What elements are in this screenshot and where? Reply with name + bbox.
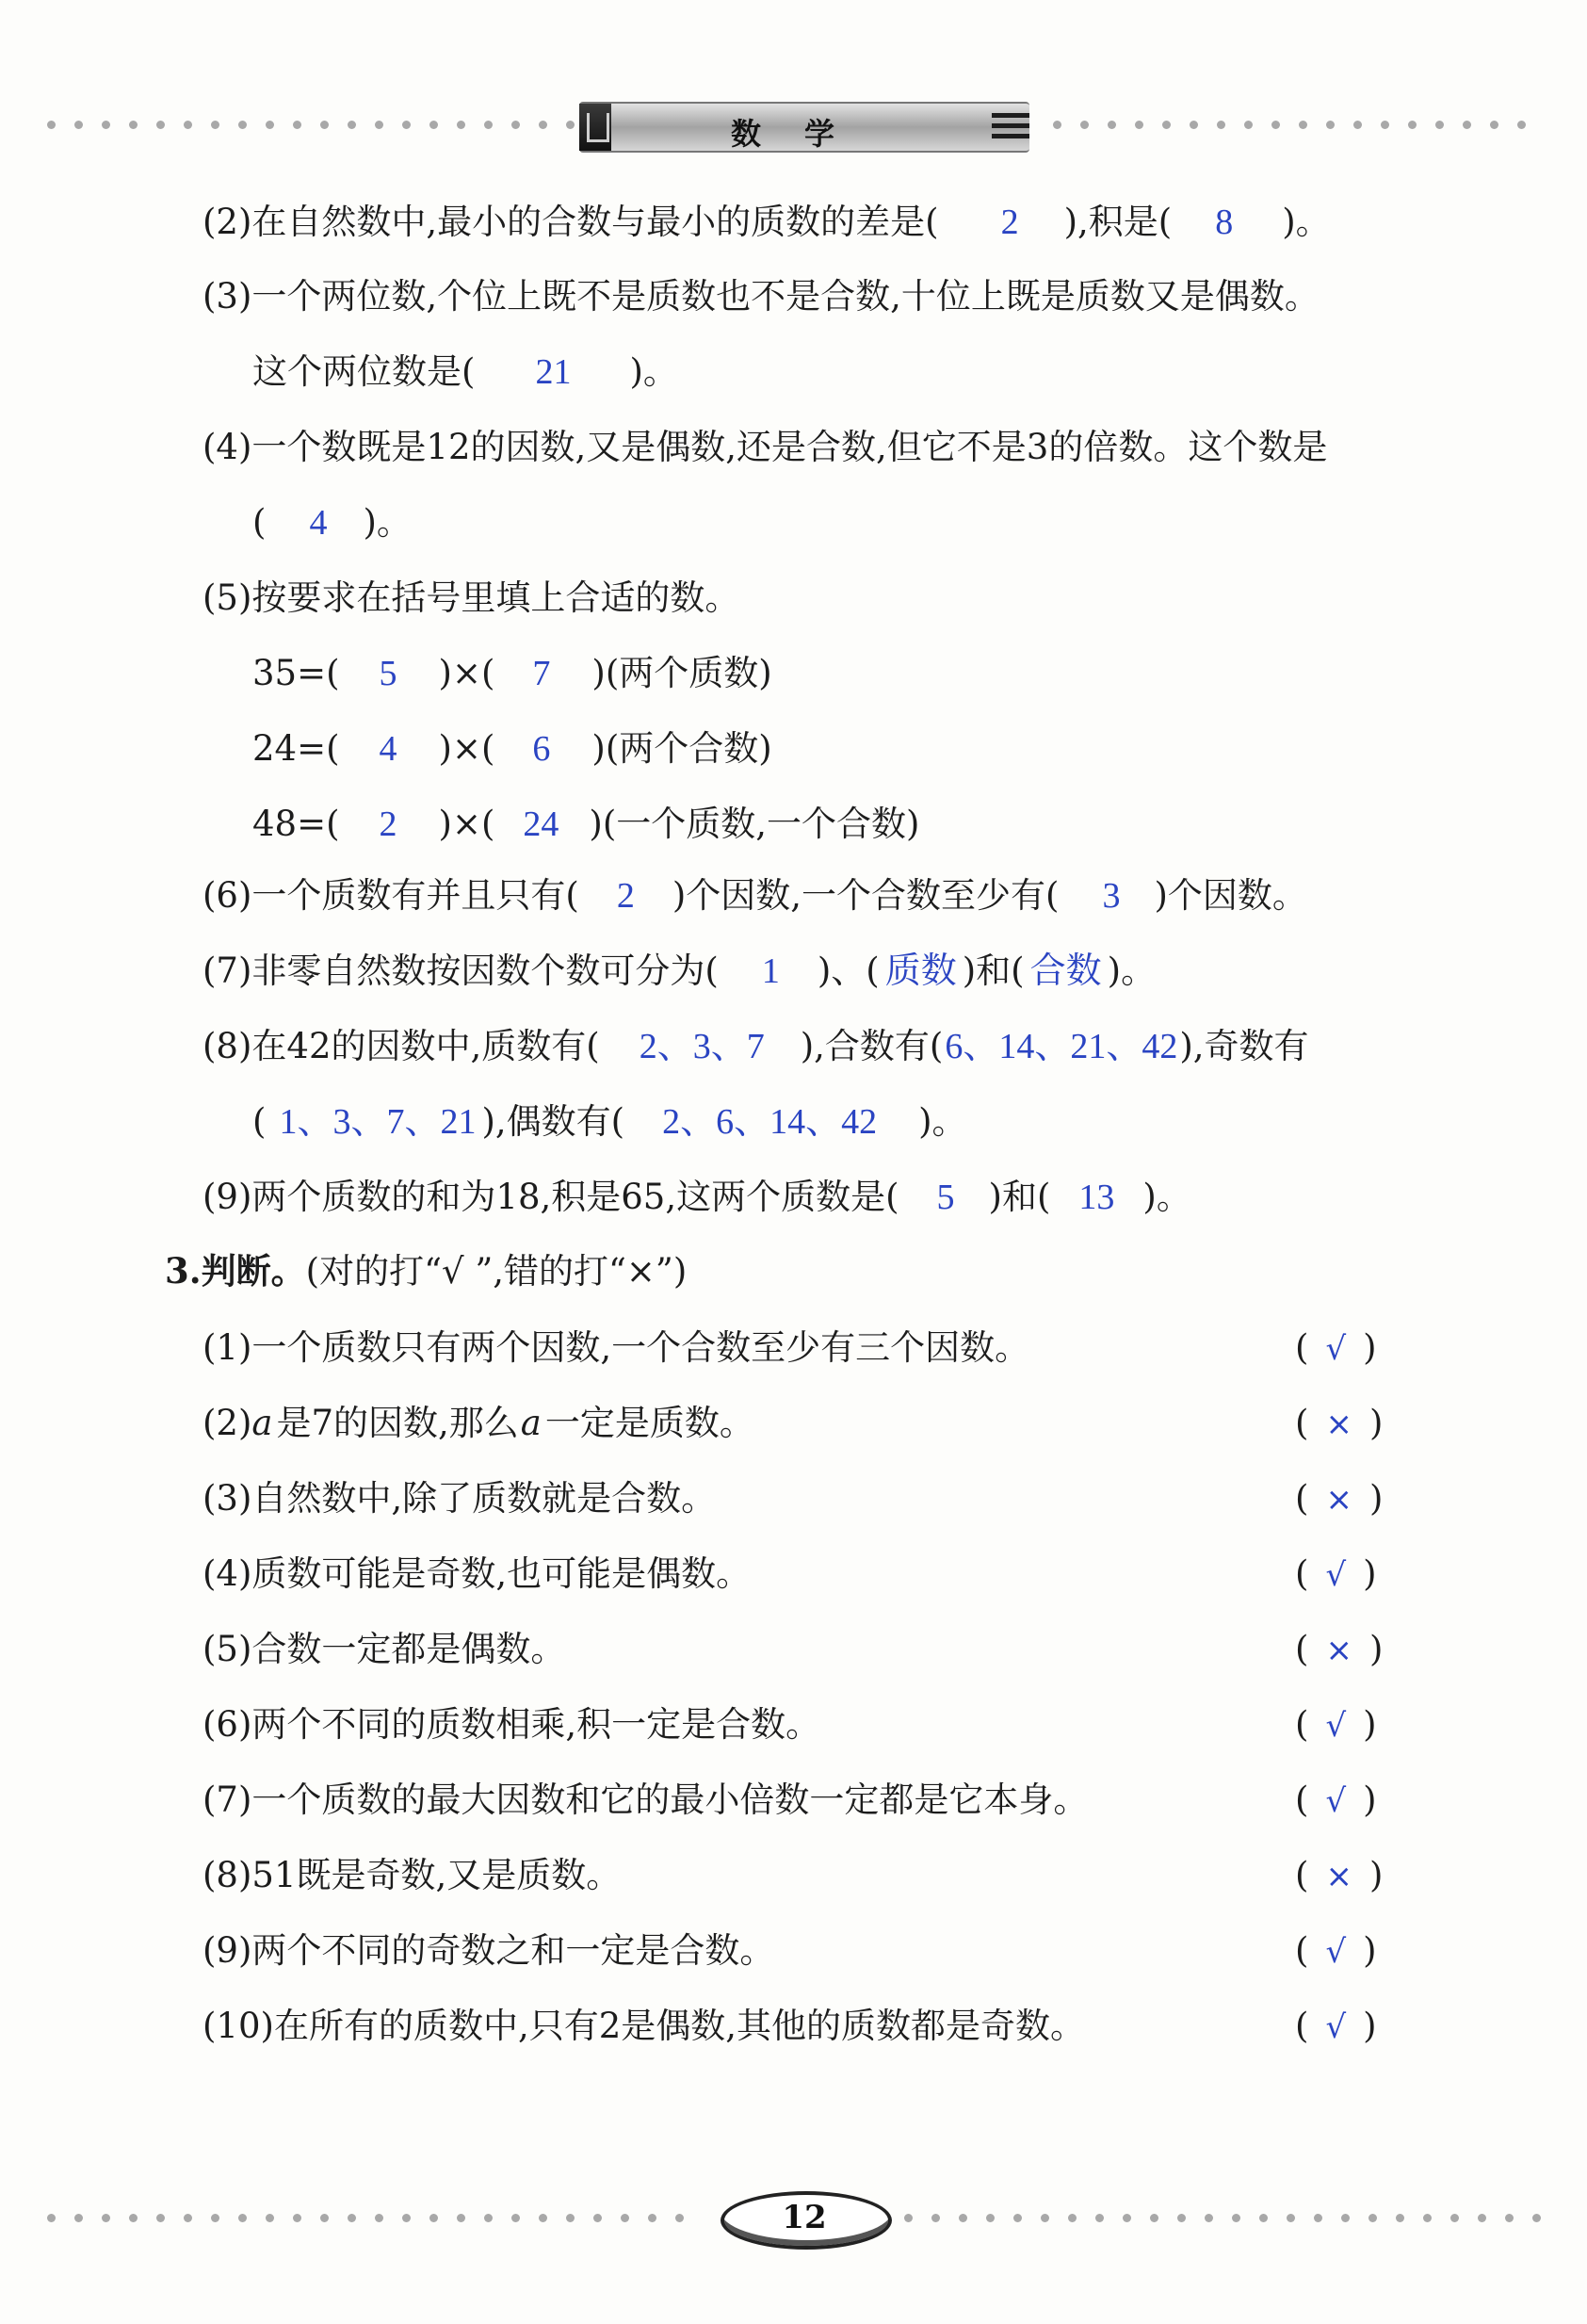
decorative-dot	[1205, 2214, 1213, 2222]
decorative-dot	[1217, 121, 1225, 129]
check-mark: √	[1325, 2008, 1347, 2046]
answer: 2	[379, 804, 397, 844]
decorative-dot	[484, 2214, 493, 2222]
answer: 合数	[1029, 951, 1102, 991]
judge-answer-3: ( × )	[1295, 1478, 1384, 1519]
judge-item-3: (3)自然数中,除了质数就是合数。	[202, 1478, 717, 1519]
cross-mark: ×	[1325, 1858, 1352, 1895]
decorative-dot	[293, 121, 301, 129]
decorative-dot	[539, 121, 547, 129]
check-mark: √	[1325, 1707, 1347, 1745]
decorative-dot	[1478, 2214, 1486, 2222]
decorative-dot	[348, 121, 356, 129]
judge-item-8: (8)51既是奇数,又是质数。	[202, 1855, 622, 1895]
decorative-dot	[621, 2214, 629, 2222]
decorative-dot	[74, 2214, 83, 2222]
decorative-dot	[238, 121, 247, 129]
decorative-dot	[1135, 121, 1143, 129]
q2-item-9: (9)两个质数的和为18,积是65,这两个质数是( 5 )和( 13 )。	[202, 1177, 1191, 1217]
decorative-dot	[293, 2214, 301, 2222]
judge-item-6: (6)两个不同的质数相乘,积一定是合数。	[202, 1704, 821, 1745]
answer: 6	[532, 729, 551, 769]
decorative-dot	[1080, 121, 1089, 129]
decorative-dot	[1368, 2214, 1377, 2222]
check-mark: √	[1325, 1330, 1347, 1368]
answer: 5	[936, 1178, 955, 1217]
judge-answer-6: ( √ )	[1295, 1704, 1377, 1745]
decorative-dot	[1326, 121, 1335, 129]
decorative-dot	[1177, 2214, 1186, 2222]
check-mark: √	[1325, 1933, 1347, 1971]
decorative-dot	[1244, 121, 1253, 129]
decorative-dot	[1271, 121, 1280, 129]
decorative-dot	[1423, 2214, 1432, 2222]
judge-answer-5: ( × )	[1295, 1629, 1384, 1669]
decorative-dot	[429, 2214, 438, 2222]
decorative-dot	[1108, 121, 1116, 129]
header-dots-left	[47, 121, 575, 130]
judge-answer-2: ( × )	[1295, 1403, 1384, 1443]
answer: 7	[532, 654, 551, 693]
variable-a: a	[520, 1403, 542, 1443]
check-mark: √	[1325, 1782, 1347, 1820]
decorative-dot	[959, 2214, 967, 2222]
decorative-dot	[1341, 2214, 1350, 2222]
decorative-dot	[74, 121, 83, 129]
answer: 13	[1078, 1178, 1115, 1217]
answer: 21	[535, 352, 572, 392]
decorative-dot	[566, 2214, 575, 2222]
decorative-dot	[47, 2214, 56, 2222]
decorative-dot	[375, 2214, 383, 2222]
judge-item-4: (4)质数可能是奇数,也可能是偶数。	[202, 1553, 752, 1594]
header-dots-right	[1053, 121, 1552, 130]
q2-item-6: (6)一个质数有并且只有( 2 )个因数,一个合数至少有( 3 )个因数。	[202, 875, 1307, 916]
judge-item-2: (2)a 是7的因数,那么a 一定是质数。	[202, 1403, 754, 1443]
q2-item-2: (2)在自然数中,最小的合数与最小的质数的差是( 2 ),积是( 8 )。	[202, 202, 1331, 242]
answer: 2、3、7	[639, 1027, 765, 1066]
cross-mark: ×	[1325, 1481, 1352, 1519]
footer-dots-right	[904, 2214, 1554, 2223]
q2-item-3: (3)一个两位数,个位上既不是质数也不是合数,十位上既是质数又是偶数。	[202, 276, 1320, 317]
cross-mark: ×	[1325, 1632, 1352, 1669]
decorative-dot	[211, 121, 219, 129]
decorative-dot	[457, 121, 465, 129]
judge-answer-7: ( √ )	[1295, 1780, 1377, 1820]
decorative-dot	[1450, 2214, 1459, 2222]
answer: 24	[523, 804, 559, 844]
check-mark: √	[1325, 1556, 1347, 1594]
decorative-dot	[320, 2214, 329, 2222]
subject-title: 数学	[730, 116, 878, 152]
judge-item-7: (7)一个质数的最大因数和它的最小倍数一定都是它本身。	[202, 1780, 1089, 1820]
answer: 6、14、21、42	[945, 1027, 1178, 1066]
decorative-dot	[931, 2214, 940, 2222]
answer: 8	[1215, 203, 1234, 242]
decorative-dot	[156, 121, 165, 129]
q2-item-7: (7)非零自然数按因数个数可分为( 1 )、( 质数 )和( 合数 )。	[202, 951, 1157, 991]
section-instructions: (对的打“√ ”,错的打“×”)	[305, 1251, 688, 1292]
decorative-dot	[566, 121, 575, 129]
cross-mark: ×	[1325, 1406, 1352, 1443]
decorative-dot	[648, 2214, 656, 2222]
judge-answer-1: ( √ )	[1295, 1327, 1377, 1368]
q3-heading	[165, 1249, 687, 1293]
decorative-dot	[402, 121, 411, 129]
section-title: 3.判断。	[165, 1250, 306, 1292]
decorative-dot	[266, 2214, 274, 2222]
decorative-dot	[1408, 121, 1417, 129]
answer: 2、6、14、42	[662, 1102, 878, 1142]
decorative-dot	[1123, 2214, 1131, 2222]
decorative-dot	[539, 2214, 547, 2222]
answer: 1、3、7、21	[279, 1102, 477, 1142]
decorative-dot	[1463, 121, 1471, 129]
answer: 1	[761, 951, 780, 991]
decorative-dot	[1232, 2214, 1240, 2222]
decorative-dot	[1041, 2214, 1049, 2222]
q2-item-8: (8)在42的因数中,质数有( 2、3、7 ),合数有(6、14、21、42),奇数有	[202, 1026, 1309, 1066]
decorative-dot	[156, 2214, 165, 2222]
decorative-dot	[1299, 121, 1307, 129]
decorative-dot	[1013, 2214, 1022, 2222]
decorative-dot	[1435, 121, 1444, 129]
decorative-dot	[1287, 2214, 1295, 2222]
decorative-dot	[675, 2214, 684, 2222]
judge-item-10: (10)在所有的质数中,只有2是偶数,其他的质数都是奇数。	[202, 2006, 1086, 2046]
decorative-dot	[511, 2214, 520, 2222]
q2-item-3-answer-line: 这个两位数是( 21 )。	[252, 351, 678, 392]
decorative-dot	[1505, 2214, 1514, 2222]
footer-dots-left	[47, 2214, 706, 2223]
decorative-dot	[348, 2214, 356, 2222]
banner-right-ornament	[992, 113, 1029, 141]
decorative-dot	[484, 121, 493, 129]
judge-item-9: (9)两个不同的奇数之和一定是合数。	[202, 1930, 775, 1971]
decorative-dot	[1095, 2214, 1104, 2222]
header-banner	[579, 102, 1029, 153]
decorative-dot	[1353, 121, 1362, 129]
judge-item-5: (5)合数一定都是偶数。	[202, 1629, 566, 1669]
answer: 3	[1102, 876, 1121, 916]
answer: 2	[1000, 203, 1019, 242]
decorative-dot	[1314, 2214, 1322, 2222]
q2-item-8-line-2: ( 1、3、7、21 ),偶数有( 2、6、14、42 )。	[252, 1101, 967, 1142]
answer: 5	[379, 654, 397, 693]
decorative-dot	[102, 2214, 110, 2222]
decorative-dot	[184, 121, 192, 129]
decorative-dot	[1396, 2214, 1404, 2222]
decorative-dot	[457, 2214, 465, 2222]
decorative-dot	[1162, 121, 1171, 129]
decorative-dot	[904, 2214, 913, 2222]
answer: 2	[616, 876, 635, 916]
decorative-dot	[102, 121, 110, 129]
q2-item-5-row-1: 35=( 5 )×( 7 )(两个质数)	[252, 653, 772, 693]
decorative-dot	[1381, 121, 1389, 129]
judge-answer-10: ( √ )	[1295, 2006, 1377, 2046]
q2-item-5-row-2: 24=( 4 )×( 6 )(两个合数)	[252, 728, 772, 769]
variable-a: a	[251, 1403, 273, 1443]
decorative-dot	[375, 121, 383, 129]
decorative-dot	[593, 2214, 602, 2222]
q2-item-4: (4)一个数既是12的因数,又是偶数,还是合数,但它不是3的倍数。这个数是	[202, 427, 1328, 467]
decorative-dot	[1068, 2214, 1077, 2222]
answer: 4	[309, 503, 328, 543]
decorative-dot	[1190, 121, 1198, 129]
decorative-dot	[1532, 2214, 1541, 2222]
decorative-dot	[402, 2214, 411, 2222]
decorative-dot	[266, 121, 274, 129]
decorative-dot	[1490, 121, 1498, 129]
decorative-dot	[1150, 2214, 1158, 2222]
decorative-dot	[129, 2214, 138, 2222]
decorative-dot	[238, 2214, 247, 2222]
judge-answer-4: ( √ )	[1295, 1553, 1377, 1594]
decorative-dot	[1259, 2214, 1268, 2222]
q2-item-5: (5)按要求在括号里填上合适的数。	[202, 577, 740, 618]
page-number-badge	[721, 2191, 888, 2246]
decorative-dot	[1517, 121, 1526, 129]
judge-answer-8: ( × )	[1295, 1855, 1384, 1895]
decorative-dot	[429, 121, 438, 129]
answer: 4	[379, 729, 397, 769]
decorative-dot	[47, 121, 56, 129]
judge-item-1: (1)一个质数只有两个因数,一个合数至少有三个因数。	[202, 1327, 1030, 1368]
decorative-dot	[184, 2214, 192, 2222]
decorative-dot	[211, 2214, 219, 2222]
decorative-dot	[511, 121, 520, 129]
decorative-dot	[129, 121, 138, 129]
decorative-dot	[986, 2214, 995, 2222]
q2-item-4-answer-line: ( 4 )。	[252, 502, 412, 543]
decorative-dot	[1053, 121, 1061, 129]
q2-item-5-row-3: 48=( 2 )×( 24 )(一个质数,一个合数)	[252, 804, 920, 844]
answer: 质数	[884, 951, 957, 991]
decorative-dot	[320, 121, 329, 129]
judge-answer-9: ( √ )	[1295, 1930, 1377, 1971]
page-number: 12	[782, 2199, 827, 2236]
